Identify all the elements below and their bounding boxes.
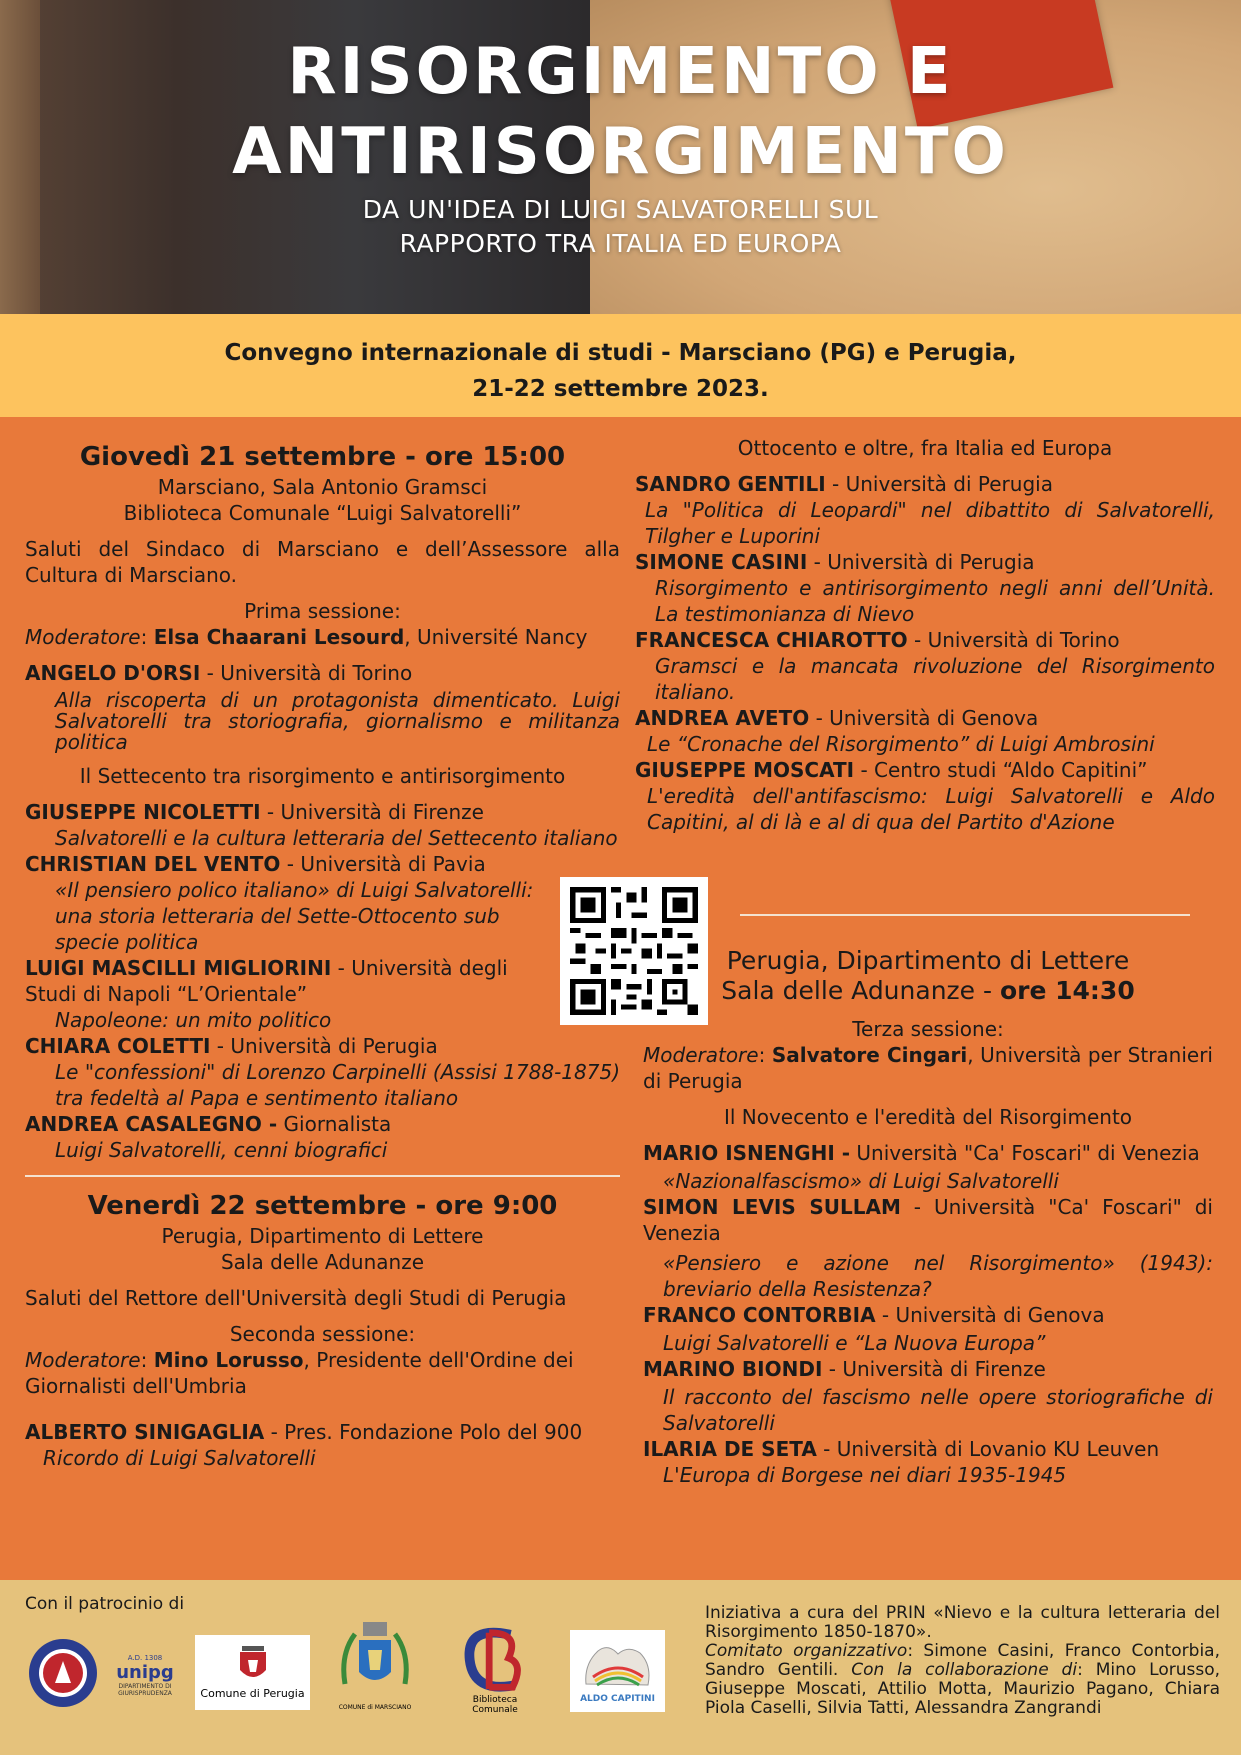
speaker-affiliation: - Università di Genova: [809, 706, 1039, 730]
session2-theme: Ottocento e oltre, fra Italia ed Europa: [737, 436, 1113, 460]
comune-marsciano-logo: [330, 1610, 420, 1715]
moderator-affiliation: , Università per Stranieri di Perugia: [643, 1043, 1213, 1093]
band-line-1: Convegno internazionale di studi - Marsciano (PG) e Perugia,: [224, 340, 1017, 366]
patronage-label: Con il patrocinio di: [25, 1594, 185, 1614]
talk-title: Le "confessioni" di Lorenzo Carpinelli (Assisi 1788-1875) tra fedeltà al Papa e sentimento italiano: [55, 1060, 620, 1110]
talk-speaker: [635, 705, 1215, 731]
speaker-affiliation: - Università di Firenze: [822, 1357, 1046, 1381]
speaker-affiliation: - Università di Torino: [200, 661, 413, 685]
speaker-name: GIUSEPPE NICOLETTI: [25, 800, 261, 824]
talk-speaker: [643, 1302, 1213, 1328]
speaker-affiliation: - Università di Lovanio KU Leuven: [816, 1437, 1160, 1461]
comune-perugia-label: Comune di Perugia: [200, 1686, 305, 1700]
biblioteca-logo: [450, 1625, 540, 1715]
right-column: [635, 435, 1215, 835]
band-line-2: 21-22 settembre 2023.: [472, 376, 769, 402]
section-divider: [740, 914, 1190, 916]
talk-speaker: [635, 757, 1215, 783]
day1-session-label: Prima sessione:: [244, 599, 401, 623]
moderator-name: Salvatore Cingari: [771, 1043, 968, 1067]
day1-theme: Il Settecento tra risorgimento e antirisorgimento: [79, 764, 566, 788]
speaker-name: FRANCESCA CHIAROTTO: [635, 628, 908, 652]
talk-title: L'Europa di Borgese nei diari 1935-1945: [663, 1463, 1067, 1487]
session3-place-1: Perugia, Dipartimento di Lettere: [726, 946, 1130, 975]
session3-moderator: Moderatore: Salvatore Cingari, Università per Stranieri di Perugia: [643, 1043, 1213, 1093]
talk-title: Risorgimento e antirisorgimento negli anni dell’Unità. La testimonianza di Nievo: [655, 576, 1215, 626]
left-column: [25, 440, 620, 1471]
university-seal-logo: [25, 1635, 100, 1710]
talk-speaker: [25, 1033, 620, 1059]
talk-title: Salvatorelli e la cultura letteraria del Settecento italiano: [55, 826, 618, 850]
poster-subtitle: [0, 193, 1241, 261]
talk-speaker: [635, 549, 1215, 575]
day2-place-2: Sala delle Adunanze: [220, 1250, 424, 1274]
day1-heading: Giovedì 21 settembre - ore 15:00: [79, 442, 566, 472]
title-line-1: RISORGIMENTO E: [287, 35, 954, 109]
prin-text: Iniziativa a cura del PRIN «Nievo e la cultura letteraria del Risorgimento 1850-1870».: [705, 1603, 1220, 1642]
talk-speaker: [643, 1140, 1213, 1166]
conference-band: [0, 314, 1241, 417]
unipg-wordmark: unipg: [116, 1661, 174, 1683]
collaboration-names: : Mino Lorusso, Giuseppe Moscati, Attilio Motta, Maurizio Pagano, Chiara Piola Caselli, Silvia Tatti, Alessandra Zangrandi: [705, 1660, 1220, 1718]
right-column-session3: [643, 946, 1213, 1488]
speaker-name: SIMONE CASINI: [635, 550, 808, 574]
speaker-name: CHRISTIAN DEL VENTO: [25, 852, 281, 876]
comune-perugia-logo: [195, 1635, 310, 1710]
speaker-affiliation: - Centro studi “Aldo Capitini”: [854, 758, 1148, 782]
day2-place-1: Perugia, Dipartimento di Lettere: [161, 1224, 484, 1248]
subtitle-line-2: RAPPORTO TRA ITALIA ED EUROPA: [399, 229, 842, 258]
talk-title: Le “Cronache del Risorgimento” di Luigi Ambrosini: [647, 732, 1155, 756]
header-image: [0, 0, 1241, 314]
talk-speaker: [643, 1356, 1213, 1382]
speaker-affiliation: - Università di Genova: [875, 1303, 1105, 1327]
talk-title: Alla riscoperta di un protagonista dimenticato. Luigi Salvatorelli tra storiografia, giornalismo e militanza politica: [55, 688, 620, 754]
talk-title: Ricordo di Luigi Salvatorelli: [43, 1446, 316, 1470]
collaboration-label: Con la collaborazione di: [851, 1660, 1078, 1680]
talk-speaker: [643, 1436, 1213, 1462]
speaker-affiliation: - Università di Firenze: [260, 800, 484, 824]
speaker-name: CHIARA COLETTI: [25, 1034, 211, 1058]
talk-speaker: [25, 955, 545, 1007]
talk-speaker: [635, 627, 1215, 653]
session3-label: Terza sessione:: [852, 1017, 1004, 1041]
talk-speaker: [25, 799, 620, 825]
band-text: [0, 314, 1241, 407]
speaker-name: MARIO ISNENGHI -: [643, 1141, 851, 1165]
moderator-affiliation: , Presidente dell'Ordine dei Giornalisti dell'Umbria: [25, 1348, 574, 1398]
speaker-affiliation: - Università di Perugia: [807, 550, 1035, 574]
comune-marsciano-label: COMUNE di MARSCIANO: [338, 1704, 412, 1711]
talk-title: Luigi Salvatorelli, cenni biografici: [55, 1138, 388, 1162]
moderator-label: Moderatore: [25, 1348, 141, 1372]
talk-title: L'eredità dell'antifascismo: Luigi Salvatorelli e Aldo Capitini, al di là e al di qua del Partito d'Azione: [647, 784, 1215, 834]
day1-moderator: Moderatore: Elsa Chaarani Lesourd, Université Nancy: [25, 625, 588, 649]
talk-speaker: [25, 660, 620, 686]
unipg-date: A.D. 1308: [127, 1653, 163, 1662]
moderator-label: Moderatore: [643, 1043, 759, 1067]
talk-title: Gramsci e la mancata rivoluzione del Risorgimento italiano.: [655, 654, 1215, 704]
talk-speaker: [643, 1194, 1213, 1246]
day1-greeting: Saluti del Sindaco di Marsciano e dell’Assessore alla Cultura di Marsciano.: [25, 537, 620, 587]
speaker-name: SANDRO GENTILI: [635, 472, 826, 496]
talk-title: «Il pensiero polico italiano» di Luigi Salvatorelli: una storia letteraria del Sette-Ottocento sub specie politica: [55, 878, 534, 954]
session3-theme: Il Novecento e l'eredità del Risorgimento: [723, 1105, 1133, 1129]
speaker-affiliation: - Università di Perugia: [825, 472, 1053, 496]
day2-greeting: Saluti del Rettore dell'Università degli Studi di Perugia: [25, 1286, 567, 1310]
day2-session-label: Seconda sessione:: [229, 1322, 416, 1346]
speaker-affiliation: - Università di Torino: [907, 628, 1120, 652]
talk-title: La "Politica di Leopardi" nel dibattito di Salvatorelli, Tilgher e Luporini: [645, 498, 1215, 548]
speaker-affiliation: Università "Ca' Foscari" di Venezia: [850, 1141, 1200, 1165]
talk-title: Luigi Salvatorelli e “La Nuova Europa”: [663, 1331, 1046, 1355]
moderator-name: Mino Lorusso: [153, 1348, 304, 1372]
speaker-name: ILARIA DE SETA: [643, 1437, 817, 1461]
aldo-capitini-logo: [570, 1630, 665, 1712]
speaker-affiliation: - Università degli Studi di Napoli “L’Orientale”: [25, 956, 508, 1006]
moderator-name: Elsa Chaarani Lesourd: [153, 625, 405, 649]
speaker-name: GIUSEPPE MOSCATI: [635, 758, 855, 782]
talk-speaker: [635, 471, 1215, 497]
talk-title: Napoleone: un mito politico: [55, 1008, 332, 1032]
talk-title: Il racconto del fascismo nelle opere storiografiche di Salvatorelli: [663, 1385, 1213, 1435]
moderator-label: Moderatore: [25, 625, 141, 649]
title-line-2: ANTIRISORGIMENTO: [232, 115, 1009, 189]
talk-speaker: [25, 1111, 620, 1137]
section-divider: [25, 1175, 620, 1177]
speaker-name: LUIGI MASCILLI MIGLIORINI: [25, 956, 332, 980]
day1-place-2: Biblioteca Comunale “Luigi Salvatorelli”: [123, 501, 522, 525]
session3-time: ore 14:30: [999, 976, 1135, 1005]
talk-title: «Pensiero e azione nel Risorgimento» (1943): breviario della Resistenza?: [663, 1251, 1213, 1301]
committee-label: Comitato organizzativo: [705, 1641, 908, 1661]
poster-title: [0, 32, 1241, 192]
speaker-affiliation: - Università di Perugia: [210, 1034, 438, 1058]
subtitle-line-1: DA UN'IDEA DI LUIGI SALVATORELLI SUL: [362, 195, 879, 224]
day2-heading: Venerdì 22 settembre - ore 9:00: [87, 1191, 558, 1221]
speaker-name: ANDREA CASALEGNO -: [25, 1112, 278, 1136]
unipg-department: DIPARTIMENTO DI GIURISPRUDENZA: [118, 1682, 172, 1697]
session3-place-2: [643, 976, 1213, 1006]
day1-place-1: Marsciano, Sala Antonio Gramsci: [157, 475, 488, 499]
biblioteca-label: Biblioteca Comunale: [472, 1695, 518, 1715]
speaker-affiliation: - Università "Ca' Foscari" di Venezia: [643, 1195, 1213, 1245]
speaker-affiliation: - Pres. Fondazione Polo del 900: [264, 1420, 583, 1444]
organizers-text: [705, 1604, 1220, 1718]
speaker-name: ALBERTO SINIGAGLIA: [25, 1420, 265, 1444]
day2-moderator: Moderatore: Mino Lorusso, Presidente dell'Ordine dei Giornalisti dell'Umbria: [25, 1348, 574, 1398]
speaker-affiliation: Giornalista: [277, 1112, 392, 1136]
talk-speaker: [25, 1419, 620, 1445]
session3-room: Sala delle Adunanze -: [721, 976, 1000, 1005]
talk-title: «Nazionalfascismo» di Luigi Salvatorelli: [663, 1169, 1059, 1193]
speaker-name: MARINO BIONDI: [643, 1357, 823, 1381]
talk-speaker: [25, 851, 545, 877]
speaker-name: ANDREA AVETO: [635, 706, 810, 730]
speaker-name: FRANCO CONTORBIA: [643, 1303, 876, 1327]
aldo-capitini-label: ALDO CAPITINI: [580, 1693, 655, 1704]
unipg-logo: [110, 1640, 180, 1710]
footer: [0, 1580, 1241, 1755]
moderator-affiliation: , Université Nancy: [404, 625, 588, 649]
speaker-affiliation: - Università di Pavia: [280, 852, 486, 876]
committee-names: : Simone Casini, Franco Contorbia, Sandro Gentili.: [705, 1641, 1220, 1680]
speaker-name: ANGELO D'ORSI: [25, 661, 201, 685]
speaker-name: SIMON LEVIS SULLAM: [643, 1195, 901, 1219]
